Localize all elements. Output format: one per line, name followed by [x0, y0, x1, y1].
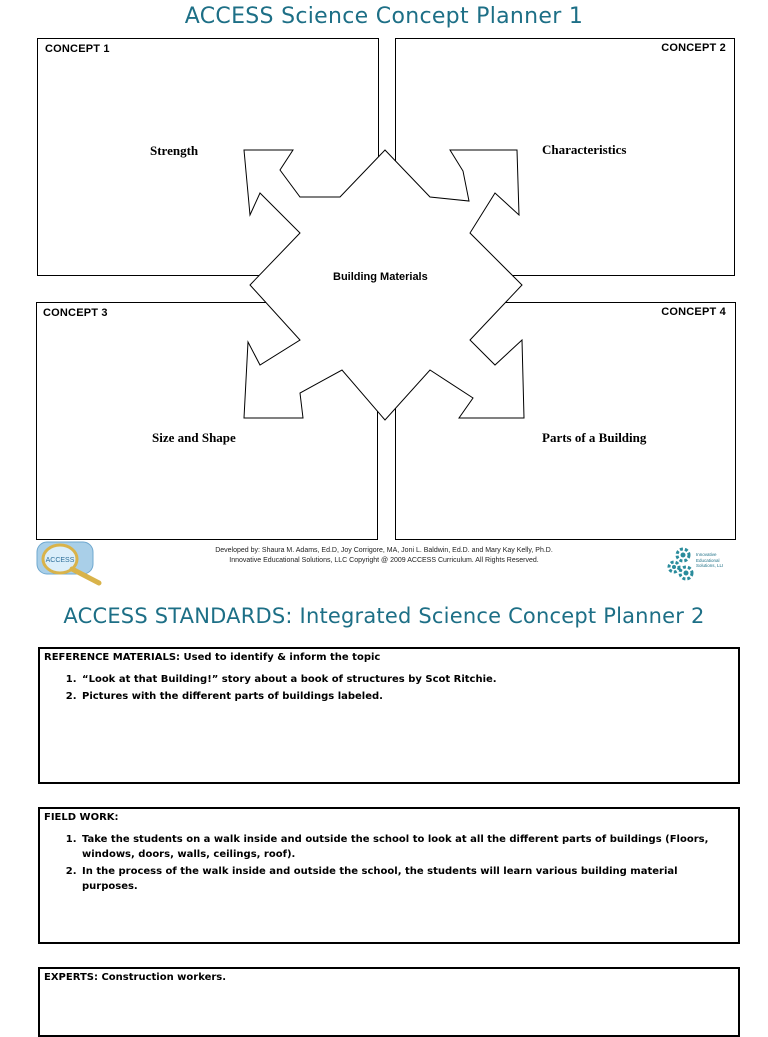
concept-1-text: Strength — [150, 143, 199, 158]
concept-3-label: CONCEPT 3 — [43, 307, 108, 319]
access-logo-text: ACCESS — [45, 557, 75, 564]
planner2-title: ACCESS STANDARDS: Integrated Science Concept Planner 2 — [63, 604, 705, 628]
list-item: 1. Take the students on a walk inside and outside the school to look at all the different parts of buildings (Floors, windows, doors, walls, ceilings, roof). — [80, 832, 718, 862]
field-work-box — [38, 807, 740, 944]
list-item: 1. “Look at that Building!” story about a book of structures by Scot Ritchie. — [80, 672, 738, 687]
ies-logo-text: Innovative Educational Solutions, LLI — [696, 552, 724, 568]
reference-materials-list — [40, 672, 738, 704]
concept-2-label: CONCEPT 2 — [661, 42, 726, 54]
concept-3-text: Size and Shape — [152, 430, 236, 445]
concept-4-text: Parts of a Building — [542, 430, 647, 445]
field-work-list — [40, 832, 738, 894]
field-work-heading: FIELD WORK: — [44, 812, 119, 823]
concept-4-label: CONCEPT 4 — [661, 306, 726, 318]
list-item: 2. In the process of the walk inside and outside the school, the students will learn various building material purposes. — [80, 864, 718, 894]
concept-2-text: Characteristics — [542, 142, 627, 157]
concept-1-label: CONCEPT 1 — [45, 43, 110, 55]
access-logo — [36, 539, 104, 587]
credit-line-2: Innovative Educational Solutions, LLC Copyright @ 2009 ACCESS Curriculum. All Rights Reserved. — [229, 557, 539, 564]
list-item: 2. Pictures with the different parts of buildings labeled. — [80, 689, 738, 704]
credit-line-1: Developed by: Shaura M. Adams, Ed.D, Joy Corrigore, MA, Joni L. Baldwin, Ed.D. and Mary Kay Kelly, Ph.D. — [215, 547, 553, 554]
reference-materials-heading: REFERENCE MATERIALS: Used to identify & inform the topic — [44, 652, 381, 663]
experts-heading: EXPERTS: Construction workers. — [44, 972, 227, 983]
credit-text — [140, 546, 628, 566]
planner1-title: ACCESS Science Concept Planner 1 — [184, 4, 584, 29]
reference-materials-box — [38, 647, 740, 784]
center-topic: Building Materials — [333, 271, 428, 283]
ies-gears-logo — [665, 546, 727, 582]
experts-box — [38, 967, 740, 1037]
